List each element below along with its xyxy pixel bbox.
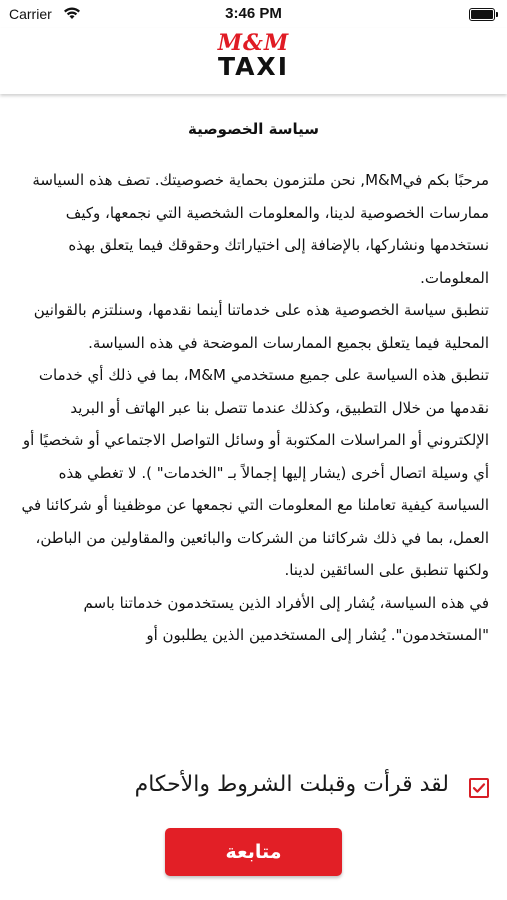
policy-paragraph: مرحبًا بكم فيM&M, نحن ملتزمون بحماية خصوصيتك. تصف هذه السياسة ممارسات الخصوصية لدينا، والمعلومات الشخصية التي نجمعها، وكيف نستخدمها ونشاركها، بالإضافة إلى اختياراتك وحقوقك فيما يتعلق بهذه المعلومات. xyxy=(32,171,489,287)
terms-acceptance-row[interactable] xyxy=(0,768,507,810)
app-logo xyxy=(0,32,507,80)
status-bar xyxy=(0,0,507,28)
page-title: سياسة الخصوصية xyxy=(187,120,320,138)
terms-label[interactable]: لقد قرأت وقبلت الشروط والأحكام xyxy=(134,772,449,797)
logo-taxi-text: TAXI xyxy=(217,52,290,81)
carrier-name: Carrier xyxy=(9,6,52,22)
battery-icon xyxy=(469,8,495,21)
terms-checkbox[interactable] xyxy=(469,778,489,798)
app-header xyxy=(0,28,507,94)
checkmark-icon xyxy=(472,781,486,795)
clock-time: 3:46 PM xyxy=(225,5,282,22)
policy-paragraph: تنطبق هذه السياسة على جميع مستخدمي M&M، بما في ذلك أي خدمات نقدمها من خلال التطبيق، وكذلك عندما تتصل بنا عبر الهاتف أو البريد الإلكتروني أو المراسلات المكتوبة أو وسائل التواصل الاجتماعي أو شخصيًا أو أي وسيلة اتصال أخرى (يشار إليها إجمالاً بـ "الخدمات" ). لا تغطي هذه السياسة كيفية تعاملنا مع المعلومات التي نجمعها عن موظفينا أو شركائنا في العمل، بما في ذلك شركائنا من الشركات والبائعين والمقاولين من الباطن، ولكنها تنطبق على السائقين لدينا. xyxy=(21,366,489,579)
policy-paragraph: تنطبق سياسة الخصوصية هذه على خدماتنا أينما نقدمها، وسنلتزم بالقوانين المحلية فيما يتعلق بجميع الممارسات الموضحة في هذه السياسة. xyxy=(33,301,489,352)
policy-paragraph: في هذه السياسة، يُشار إلى الأفراد الذين يستخدمون خدماتنا باسم "المستخدمون". يُشار إلى المستخدمين الذين يطلبون أو xyxy=(83,593,489,644)
continue-button[interactable]: متابعة xyxy=(165,828,342,876)
privacy-policy-content[interactable] xyxy=(18,106,489,766)
logo-mm-text: M&M xyxy=(217,30,290,56)
